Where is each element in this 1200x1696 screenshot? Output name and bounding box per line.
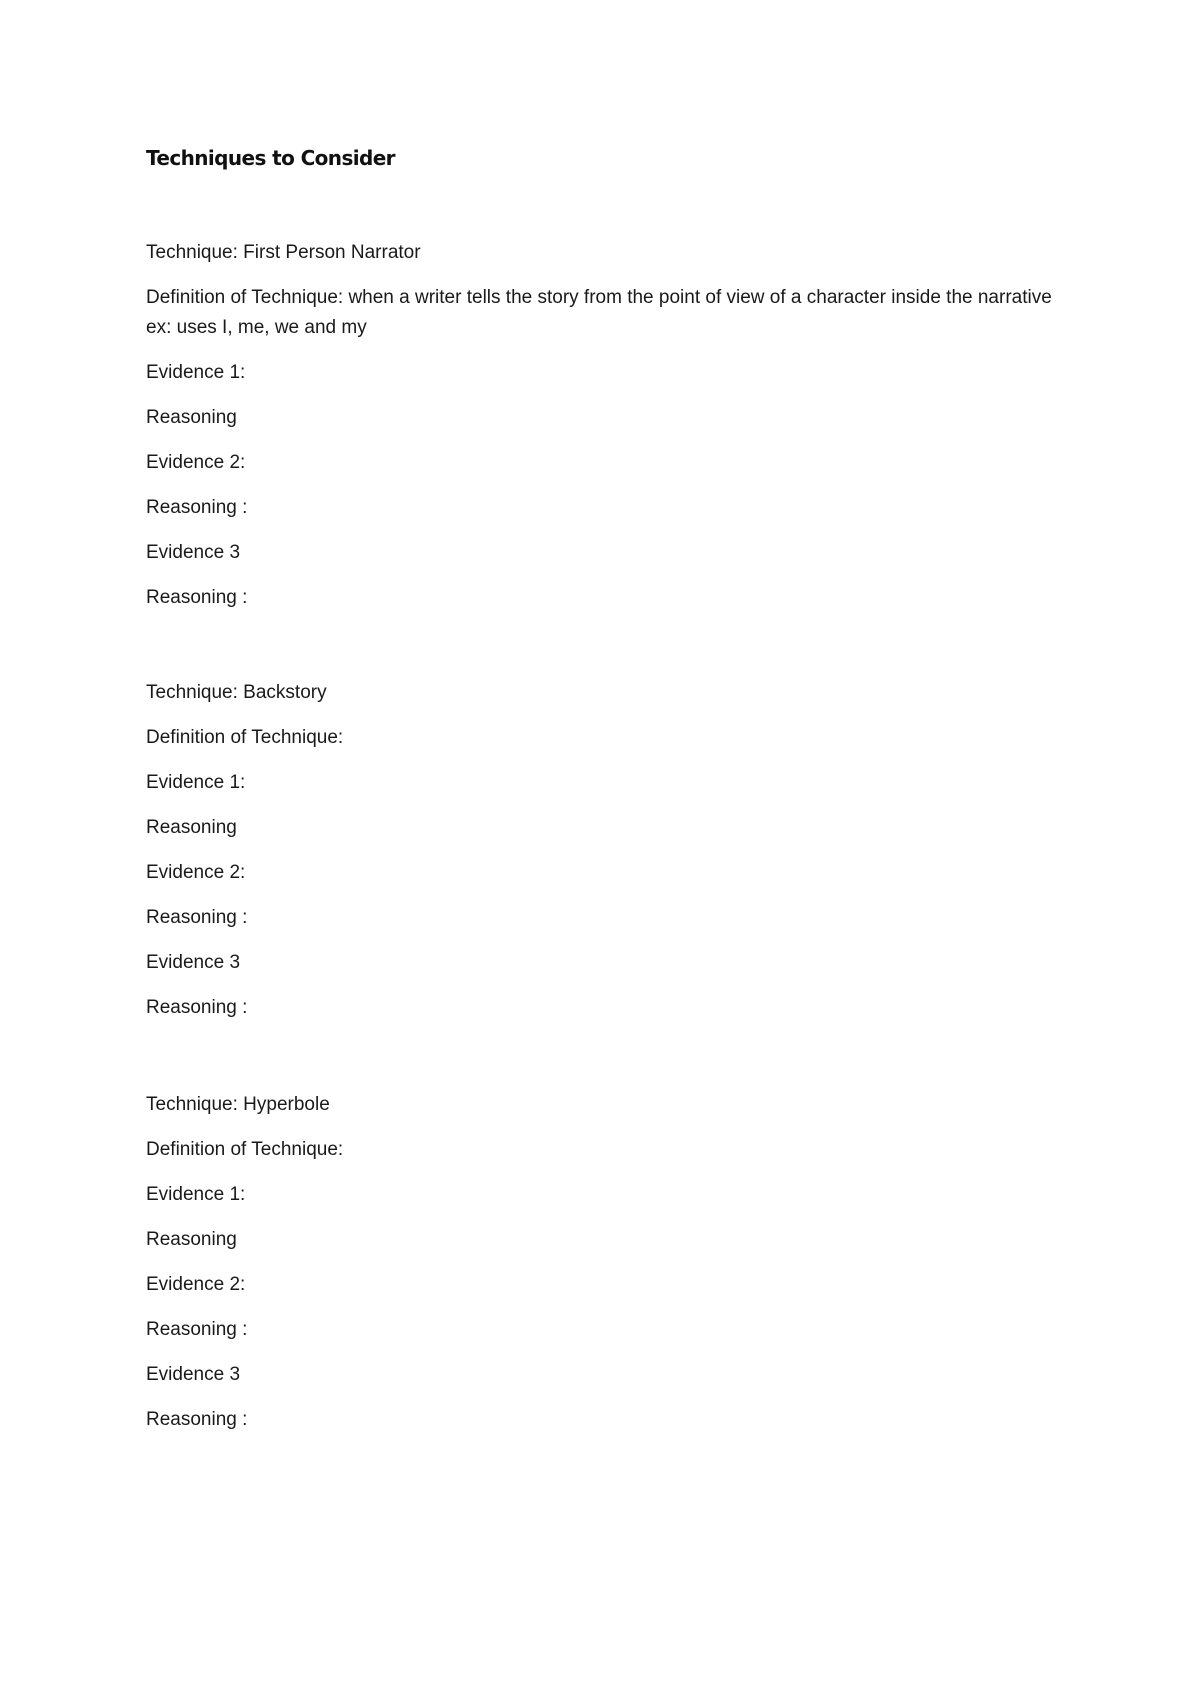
evidence-3-label: Evidence 3 xyxy=(146,542,241,563)
evidence-3-label: Evidence 3 xyxy=(146,1364,241,1385)
technique-label: Technique: First Person Narrator xyxy=(146,242,421,263)
definition-label: Definition of Technique: xyxy=(146,287,344,308)
evidence-1-label: Evidence 1: xyxy=(146,772,246,793)
evidence-3-label: Evidence 3 xyxy=(146,952,241,973)
evidence-1-label: Evidence 1: xyxy=(146,1184,246,1205)
evidence-2-label: Evidence 2: xyxy=(146,862,246,883)
definition-text: when a writer tells the story from the point of view of a character inside the narrative ex: uses I, me, we and my xyxy=(146,287,1052,338)
technique-section-hyperbole xyxy=(146,1090,1076,1435)
reasoning-2-label: Reasoning : xyxy=(146,497,248,518)
reasoning-3-label: Reasoning : xyxy=(146,1409,248,1430)
reasoning-1-label: Reasoning xyxy=(146,817,237,838)
reasoning-3-label: Reasoning : xyxy=(146,587,248,608)
reasoning-1-label: Reasoning xyxy=(146,407,237,428)
page-title: Techniques to Consider xyxy=(146,146,395,170)
reasoning-3-label: Reasoning : xyxy=(146,997,248,1018)
definition-label: Definition of Technique: xyxy=(146,1139,344,1160)
technique-label: Technique: Hyperbole xyxy=(146,1094,330,1115)
definition-line xyxy=(146,1135,1076,1165)
definition-label: Definition of Technique: xyxy=(146,727,344,748)
definition-line xyxy=(146,723,1076,753)
reasoning-1-label: Reasoning xyxy=(146,1229,237,1250)
evidence-1-label: Evidence 1: xyxy=(146,362,246,383)
technique-label: Technique: Backstory xyxy=(146,682,327,703)
technique-section-backstory xyxy=(146,678,1076,1023)
evidence-2-label: Evidence 2: xyxy=(146,1274,246,1295)
evidence-2-label: Evidence 2: xyxy=(146,452,246,473)
reasoning-2-label: Reasoning : xyxy=(146,1319,248,1340)
definition-line xyxy=(146,283,1076,343)
technique-section-first-person-narrator xyxy=(146,238,1076,613)
reasoning-2-label: Reasoning : xyxy=(146,907,248,928)
